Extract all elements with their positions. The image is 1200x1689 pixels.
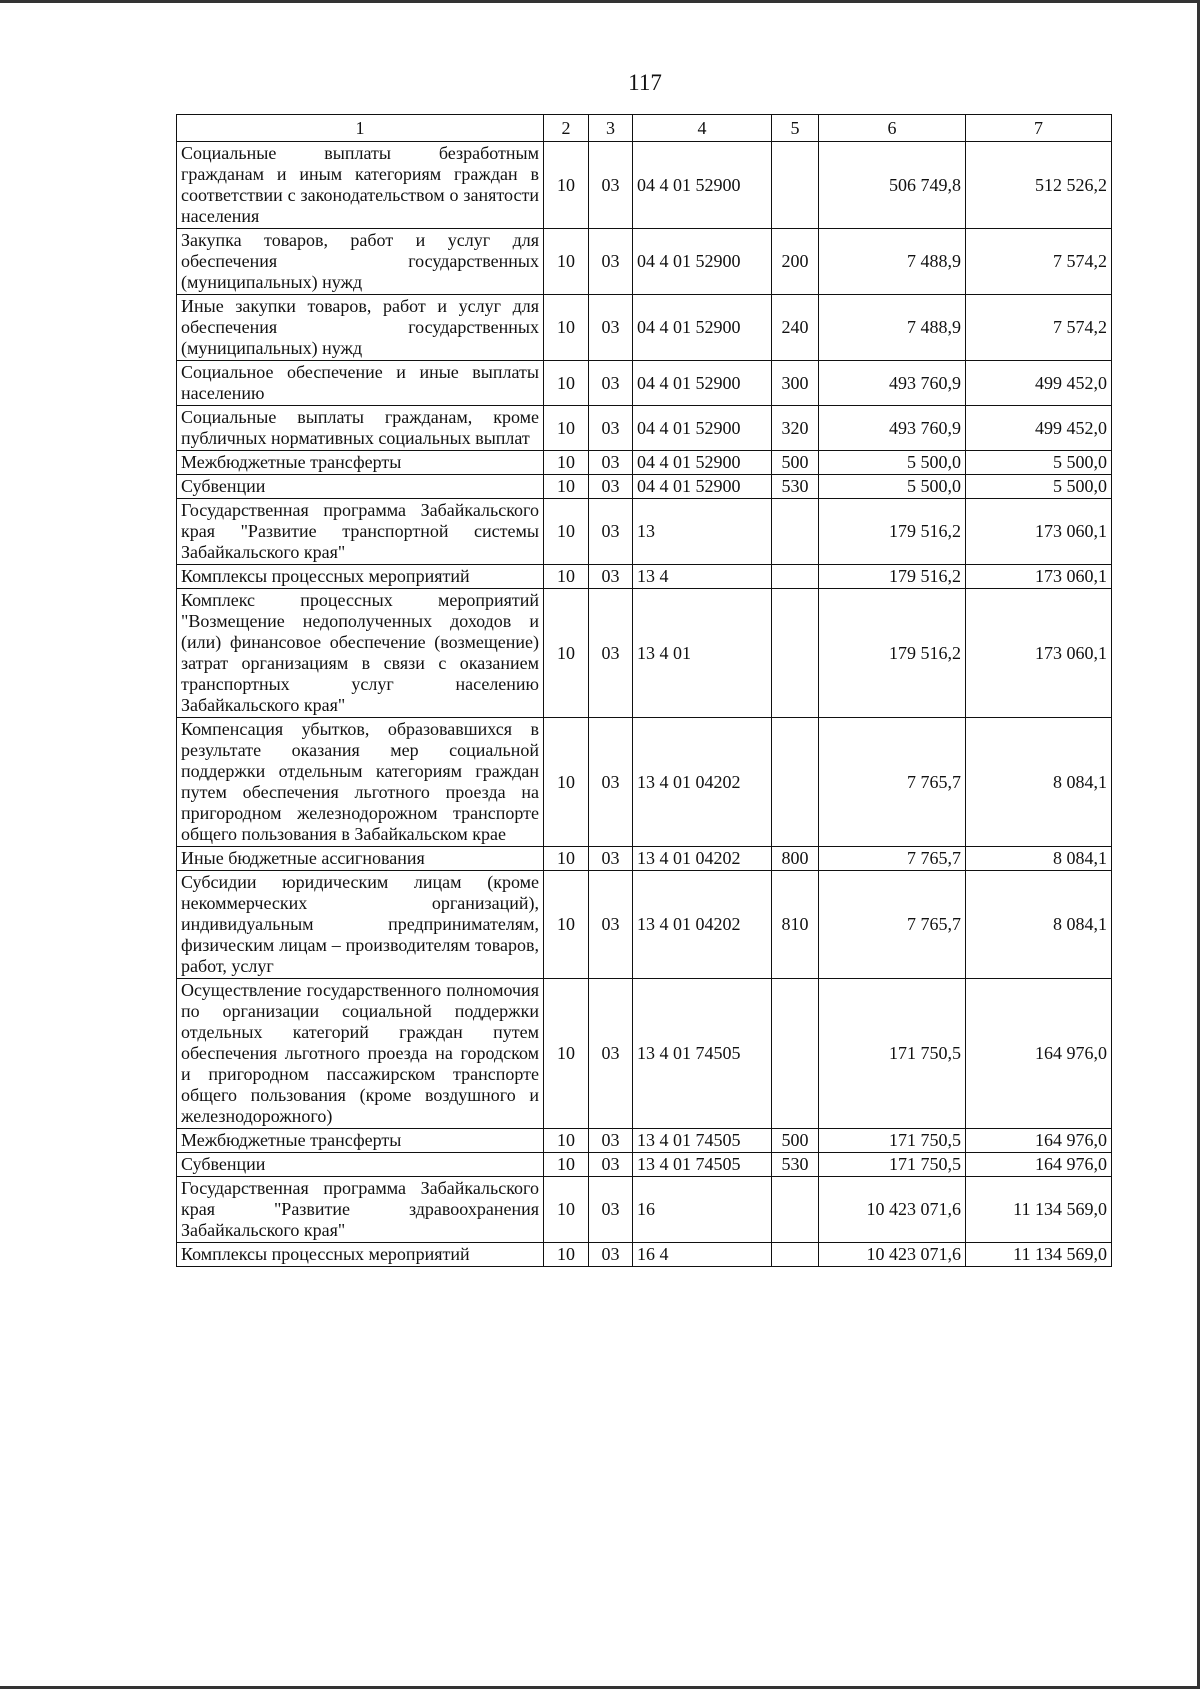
cell-expense-type: 300 — [772, 361, 819, 406]
cell-amount-year1: 5 500,0 — [819, 451, 966, 475]
cell-expense-type — [772, 499, 819, 565]
cell-target-code: 04 4 01 52900 — [633, 451, 772, 475]
cell-name: Государственная программа Забайкальского края "Развитие здравоохранения Забайкальского края" — [177, 1177, 544, 1243]
table-body — [177, 142, 1112, 1267]
cell-amount-year1: 10 423 071,6 — [819, 1177, 966, 1243]
cell-section: 10 — [544, 295, 589, 361]
cell-target-code: 04 4 01 52900 — [633, 475, 772, 499]
cell-expense-type — [772, 589, 819, 718]
cell-section: 10 — [544, 979, 589, 1129]
header-col-3: 3 — [589, 115, 633, 142]
cell-amount-year2: 8 084,1 — [966, 871, 1112, 979]
cell-amount-year2: 11 134 569,0 — [966, 1177, 1112, 1243]
cell-name: Комплексы процессных мероприятий — [177, 1243, 544, 1267]
cell-subsection: 03 — [589, 589, 633, 718]
cell-expense-type: 810 — [772, 871, 819, 979]
cell-target-code: 13 — [633, 499, 772, 565]
cell-section: 10 — [544, 718, 589, 847]
cell-subsection: 03 — [589, 499, 633, 565]
page-number: 117 — [628, 70, 662, 95]
cell-name: Социальные выплаты безработным гражданам и иным категориям граждан в соответствии с законодательством о занятости населения — [177, 142, 544, 229]
cell-section: 10 — [544, 1129, 589, 1153]
table-row — [177, 1177, 1112, 1243]
cell-name: Социальное обеспечение и иные выплаты населению — [177, 361, 544, 406]
cell-amount-year1: 179 516,2 — [819, 565, 966, 589]
header-col-7: 7 — [966, 115, 1112, 142]
cell-name: Социальные выплаты гражданам, кроме публичных нормативных социальных выплат — [177, 406, 544, 451]
cell-section: 10 — [544, 475, 589, 499]
cell-subsection: 03 — [589, 718, 633, 847]
cell-section: 10 — [544, 1153, 589, 1177]
cell-expense-type — [772, 142, 819, 229]
cell-subsection: 03 — [589, 142, 633, 229]
cell-expense-type — [772, 1177, 819, 1243]
cell-subsection: 03 — [589, 1153, 633, 1177]
cell-amount-year2: 173 060,1 — [966, 589, 1112, 718]
cell-name: Иные бюджетные ассигнования — [177, 847, 544, 871]
table-row — [177, 589, 1112, 718]
cell-subsection: 03 — [589, 979, 633, 1129]
table-row — [177, 361, 1112, 406]
cell-amount-year1: 7 488,9 — [819, 295, 966, 361]
cell-target-code: 04 4 01 52900 — [633, 361, 772, 406]
cell-amount-year2: 7 574,2 — [966, 295, 1112, 361]
cell-target-code: 13 4 01 04202 — [633, 871, 772, 979]
cell-name: Межбюджетные трансферты — [177, 1129, 544, 1153]
cell-section: 10 — [544, 871, 589, 979]
cell-subsection: 03 — [589, 475, 633, 499]
table-row — [177, 565, 1112, 589]
cell-target-code: 13 4 01 — [633, 589, 772, 718]
cell-amount-year2: 8 084,1 — [966, 847, 1112, 871]
cell-amount-year1: 7 488,9 — [819, 229, 966, 295]
cell-target-code: 16 — [633, 1177, 772, 1243]
cell-expense-type — [772, 979, 819, 1129]
cell-target-code: 04 4 01 52900 — [633, 295, 772, 361]
cell-subsection: 03 — [589, 565, 633, 589]
cell-amount-year2: 164 976,0 — [966, 1129, 1112, 1153]
cell-subsection: 03 — [589, 229, 633, 295]
cell-amount-year2: 512 526,2 — [966, 142, 1112, 229]
cell-amount-year2: 164 976,0 — [966, 979, 1112, 1129]
cell-target-code: 04 4 01 52900 — [633, 229, 772, 295]
cell-amount-year1: 7 765,7 — [819, 871, 966, 979]
header-row — [177, 115, 1112, 142]
cell-section: 10 — [544, 361, 589, 406]
table-row — [177, 499, 1112, 565]
cell-section: 10 — [544, 451, 589, 475]
cell-subsection: 03 — [589, 1243, 633, 1267]
cell-name: Осуществление государственного полномочия по организации социальной поддержки отдельных категорий граждан путем обеспечения льготного проезда на городском и пригородном пассажирском транспорте общего пользования (кроме воздушного и железнодорожного) — [177, 979, 544, 1129]
cell-amount-year1: 171 750,5 — [819, 1153, 966, 1177]
cell-amount-year1: 493 760,9 — [819, 406, 966, 451]
cell-section: 10 — [544, 229, 589, 295]
cell-expense-type: 800 — [772, 847, 819, 871]
cell-name: Иные закупки товаров, работ и услуг для обеспечения государственных (муниципальных) нужд — [177, 295, 544, 361]
cell-expense-type: 500 — [772, 451, 819, 475]
cell-amount-year2: 5 500,0 — [966, 475, 1112, 499]
table-row — [177, 871, 1112, 979]
cell-section: 10 — [544, 565, 589, 589]
cell-amount-year1: 179 516,2 — [819, 589, 966, 718]
cell-subsection: 03 — [589, 1177, 633, 1243]
cell-amount-year2: 5 500,0 — [966, 451, 1112, 475]
cell-expense-type: 500 — [772, 1129, 819, 1153]
table-row — [177, 1153, 1112, 1177]
cell-amount-year1: 171 750,5 — [819, 1129, 966, 1153]
cell-name: Субвенции — [177, 1153, 544, 1177]
cell-expense-type: 530 — [772, 475, 819, 499]
table-row — [177, 142, 1112, 229]
cell-name: Субвенции — [177, 475, 544, 499]
cell-target-code: 04 4 01 52900 — [633, 142, 772, 229]
cell-target-code: 16 4 — [633, 1243, 772, 1267]
header-col-6: 6 — [819, 115, 966, 142]
table-row — [177, 847, 1112, 871]
cell-amount-year2: 164 976,0 — [966, 1153, 1112, 1177]
cell-amount-year1: 171 750,5 — [819, 979, 966, 1129]
cell-name: Комплекс процессных мероприятий "Возмещение недополученных доходов и (или) финансовое обеспечение (возмещение) затрат организациям в связи с оказанием транспортных услуг населению Забайкальского края" — [177, 589, 544, 718]
cell-amount-year2: 173 060,1 — [966, 499, 1112, 565]
table-row — [177, 475, 1112, 499]
cell-expense-type — [772, 565, 819, 589]
cell-target-code: 13 4 — [633, 565, 772, 589]
cell-expense-type: 530 — [772, 1153, 819, 1177]
cell-expense-type: 320 — [772, 406, 819, 451]
cell-name: Комплексы процессных мероприятий — [177, 565, 544, 589]
table-row — [177, 295, 1112, 361]
header-col-1: 1 — [177, 115, 544, 142]
cell-target-code: 13 4 01 74505 — [633, 979, 772, 1129]
cell-amount-year1: 10 423 071,6 — [819, 1243, 966, 1267]
cell-target-code: 04 4 01 52900 — [633, 406, 772, 451]
cell-name: Субсидии юридическим лицам (кроме некоммерческих организаций), индивидуальным предпринимателям, физическим лицам – производителям товаров, работ, услуг — [177, 871, 544, 979]
cell-section: 10 — [544, 499, 589, 565]
cell-subsection: 03 — [589, 1129, 633, 1153]
table-row — [177, 718, 1112, 847]
scan-border-top — [0, 0, 1200, 3]
cell-amount-year2: 7 574,2 — [966, 229, 1112, 295]
cell-amount-year1: 179 516,2 — [819, 499, 966, 565]
cell-amount-year2: 11 134 569,0 — [966, 1243, 1112, 1267]
header-col-2: 2 — [544, 115, 589, 142]
table-row — [177, 1243, 1112, 1267]
cell-amount-year2: 173 060,1 — [966, 565, 1112, 589]
cell-section: 10 — [544, 589, 589, 718]
cell-subsection: 03 — [589, 361, 633, 406]
cell-amount-year1: 506 749,8 — [819, 142, 966, 229]
cell-subsection: 03 — [589, 871, 633, 979]
cell-amount-year2: 499 452,0 — [966, 361, 1112, 406]
cell-name: Государственная программа Забайкальского края "Развитие транспортной системы Забайкальского края" — [177, 499, 544, 565]
cell-section: 10 — [544, 1243, 589, 1267]
cell-name: Компенсация убытков, образовавшихся в результате оказания мер социальной поддержки отдельным категориям граждан путем обеспечения льготного проезда на пригородном железнодорожном транспорте общего пользования в Забайкальском крае — [177, 718, 544, 847]
cell-amount-year1: 7 765,7 — [819, 718, 966, 847]
cell-name: Межбюджетные трансферты — [177, 451, 544, 475]
cell-target-code: 13 4 01 74505 — [633, 1129, 772, 1153]
header-col-5: 5 — [772, 115, 819, 142]
cell-section: 10 — [544, 847, 589, 871]
cell-amount-year2: 499 452,0 — [966, 406, 1112, 451]
table-row — [177, 451, 1112, 475]
table-row — [177, 1129, 1112, 1153]
cell-expense-type — [772, 1243, 819, 1267]
cell-expense-type: 200 — [772, 229, 819, 295]
cell-amount-year1: 493 760,9 — [819, 361, 966, 406]
header-col-4: 4 — [633, 115, 772, 142]
cell-amount-year1: 7 765,7 — [819, 847, 966, 871]
cell-amount-year2: 8 084,1 — [966, 718, 1112, 847]
budget-table — [176, 114, 1112, 1267]
cell-expense-type — [772, 718, 819, 847]
cell-section: 10 — [544, 406, 589, 451]
cell-target-code: 13 4 01 04202 — [633, 847, 772, 871]
cell-expense-type: 240 — [772, 295, 819, 361]
cell-subsection: 03 — [589, 847, 633, 871]
cell-subsection: 03 — [589, 451, 633, 475]
cell-subsection: 03 — [589, 406, 633, 451]
cell-amount-year1: 5 500,0 — [819, 475, 966, 499]
cell-subsection: 03 — [589, 295, 633, 361]
table-row — [177, 406, 1112, 451]
cell-target-code: 13 4 01 74505 — [633, 1153, 772, 1177]
table-row — [177, 979, 1112, 1129]
cell-section: 10 — [544, 1177, 589, 1243]
table-row — [177, 229, 1112, 295]
cell-name: Закупка товаров, работ и услуг для обеспечения государственных (муниципальных) нужд — [177, 229, 544, 295]
cell-target-code: 13 4 01 04202 — [633, 718, 772, 847]
cell-section: 10 — [544, 142, 589, 229]
